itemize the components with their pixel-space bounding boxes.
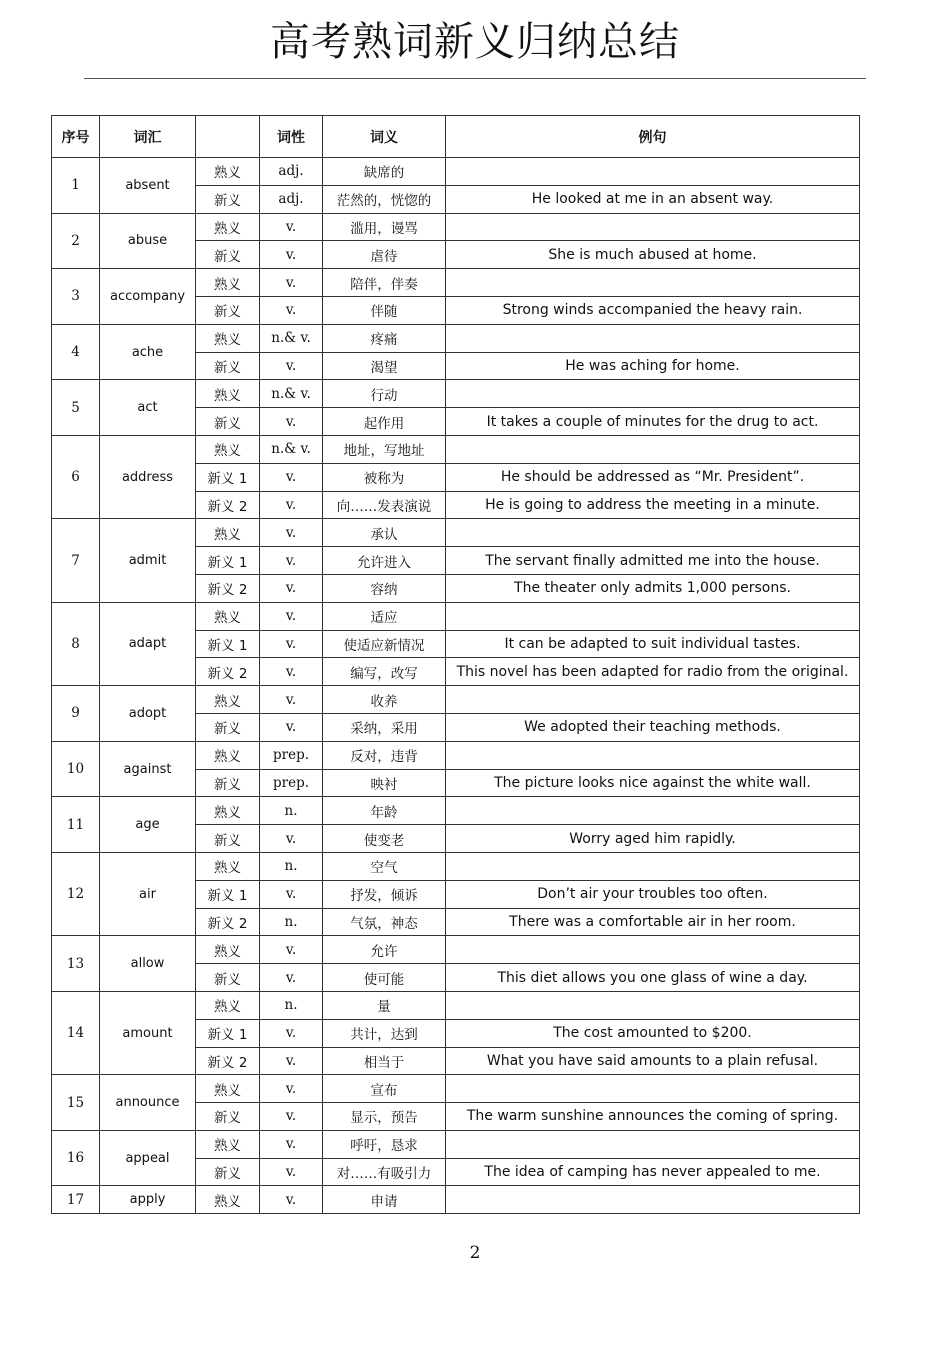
sense-type: 熟义 bbox=[196, 852, 260, 880]
example-sentence bbox=[446, 324, 860, 352]
sense-meaning: 相当于 bbox=[323, 1047, 446, 1075]
entry-number: 1 bbox=[52, 158, 100, 214]
sense-type: 新义 2 bbox=[196, 658, 260, 686]
entry-word: amount bbox=[100, 991, 196, 1074]
table-body bbox=[52, 158, 860, 1214]
sense-meaning: 起作用 bbox=[323, 408, 446, 436]
sense-type: 新义 2 bbox=[196, 1047, 260, 1075]
sense-type: 新义 1 bbox=[196, 1019, 260, 1047]
sense-type: 熟义 bbox=[196, 797, 260, 825]
table-row bbox=[52, 324, 860, 352]
example-sentence bbox=[446, 1075, 860, 1103]
sense-meaning: 允许 bbox=[323, 936, 446, 964]
sense-type: 新义 bbox=[196, 1158, 260, 1186]
sense-meaning: 空气 bbox=[323, 852, 446, 880]
part-of-speech: n.& v. bbox=[260, 435, 323, 463]
table-row bbox=[52, 797, 860, 825]
part-of-speech: v. bbox=[260, 1186, 323, 1214]
example-sentence: This novel has been adapted for radio from the original. bbox=[446, 658, 860, 686]
part-of-speech: n. bbox=[260, 908, 323, 936]
example-sentence: He looked at me in an absent way. bbox=[446, 185, 860, 213]
sense-meaning: 渴望 bbox=[323, 352, 446, 380]
part-of-speech: prep. bbox=[260, 769, 323, 797]
part-of-speech: v. bbox=[260, 936, 323, 964]
page-number: 2 bbox=[469, 1243, 481, 1263]
sense-meaning: 茫然的，恍惚的 bbox=[323, 185, 446, 213]
sense-type: 熟义 bbox=[196, 741, 260, 769]
sense-type: 熟义 bbox=[196, 1075, 260, 1103]
sense-meaning: 使可能 bbox=[323, 964, 446, 992]
example-sentence bbox=[446, 519, 860, 547]
example-sentence: The warm sunshine announces the coming of spring. bbox=[446, 1103, 860, 1131]
part-of-speech: v. bbox=[260, 1075, 323, 1103]
table-row bbox=[52, 602, 860, 630]
part-of-speech: v. bbox=[260, 964, 323, 992]
example-sentence: She is much abused at home. bbox=[446, 241, 860, 269]
example-sentence: It takes a couple of minutes for the drug to act. bbox=[446, 408, 860, 436]
example-sentence bbox=[446, 380, 860, 408]
sense-type: 新义 1 bbox=[196, 547, 260, 575]
example-sentence bbox=[446, 158, 860, 186]
sense-type: 熟义 bbox=[196, 991, 260, 1019]
table-row bbox=[52, 991, 860, 1019]
part-of-speech: v. bbox=[260, 1047, 323, 1075]
sense-meaning: 对……有吸引力 bbox=[323, 1158, 446, 1186]
sense-meaning: 申请 bbox=[323, 1186, 446, 1214]
example-sentence: We adopted their teaching methods. bbox=[446, 713, 860, 741]
part-of-speech: v. bbox=[260, 602, 323, 630]
part-of-speech: v. bbox=[260, 1158, 323, 1186]
sense-meaning: 承认 bbox=[323, 519, 446, 547]
header-pos: 词性 bbox=[260, 116, 323, 158]
part-of-speech: v. bbox=[260, 630, 323, 658]
sense-type: 熟义 bbox=[196, 435, 260, 463]
entry-word: adopt bbox=[100, 686, 196, 742]
sense-type: 新义 bbox=[196, 296, 260, 324]
part-of-speech: v. bbox=[260, 408, 323, 436]
sense-meaning: 呼吁，恳求 bbox=[323, 1130, 446, 1158]
sense-type: 新义 bbox=[196, 825, 260, 853]
sense-meaning: 显示，预告 bbox=[323, 1103, 446, 1131]
sense-meaning: 伴随 bbox=[323, 296, 446, 324]
sense-meaning: 编写，改写 bbox=[323, 658, 446, 686]
header-no: 序号 bbox=[52, 116, 100, 158]
table-row bbox=[52, 741, 860, 769]
table-row bbox=[52, 852, 860, 880]
header-meaning: 词义 bbox=[323, 116, 446, 158]
entry-number: 2 bbox=[52, 213, 100, 269]
table-row bbox=[52, 936, 860, 964]
table-row bbox=[52, 1130, 860, 1158]
example-sentence bbox=[446, 991, 860, 1019]
part-of-speech: n. bbox=[260, 797, 323, 825]
example-sentence: It can be adapted to suit individual tastes. bbox=[446, 630, 860, 658]
sense-type: 新义 bbox=[196, 241, 260, 269]
example-sentence bbox=[446, 936, 860, 964]
entry-number: 13 bbox=[52, 936, 100, 992]
sense-meaning: 被称为 bbox=[323, 463, 446, 491]
entry-number: 14 bbox=[52, 991, 100, 1074]
part-of-speech: v. bbox=[260, 658, 323, 686]
entry-number: 7 bbox=[52, 519, 100, 602]
entry-number: 4 bbox=[52, 324, 100, 380]
sense-type: 熟义 bbox=[196, 158, 260, 186]
header-word: 词汇 bbox=[100, 116, 196, 158]
sense-meaning: 疼痛 bbox=[323, 324, 446, 352]
entry-number: 16 bbox=[52, 1130, 100, 1186]
sense-type: 新义 1 bbox=[196, 630, 260, 658]
entry-word: against bbox=[100, 741, 196, 797]
sense-meaning: 容纳 bbox=[323, 574, 446, 602]
part-of-speech: n. bbox=[260, 852, 323, 880]
example-sentence: He was aching for home. bbox=[446, 352, 860, 380]
example-sentence bbox=[446, 1186, 860, 1214]
sense-type: 熟义 bbox=[196, 269, 260, 297]
sense-meaning: 共计，达到 bbox=[323, 1019, 446, 1047]
sense-meaning: 映衬 bbox=[323, 769, 446, 797]
example-sentence bbox=[446, 602, 860, 630]
example-sentence: He is going to address the meeting in a minute. bbox=[446, 491, 860, 519]
sense-type: 新义 bbox=[196, 352, 260, 380]
table-row bbox=[52, 380, 860, 408]
entry-number: 3 bbox=[52, 269, 100, 325]
sense-meaning: 允许进入 bbox=[323, 547, 446, 575]
part-of-speech: n.& v. bbox=[260, 380, 323, 408]
sense-meaning: 气氛，神态 bbox=[323, 908, 446, 936]
part-of-speech: v. bbox=[260, 241, 323, 269]
part-of-speech: v. bbox=[260, 825, 323, 853]
entry-word: adapt bbox=[100, 602, 196, 685]
entry-word: announce bbox=[100, 1075, 196, 1131]
sense-meaning: 量 bbox=[323, 991, 446, 1019]
sense-meaning: 滥用，谩骂 bbox=[323, 213, 446, 241]
entry-word: abuse bbox=[100, 213, 196, 269]
example-sentence bbox=[446, 852, 860, 880]
part-of-speech: v. bbox=[260, 686, 323, 714]
table-row bbox=[52, 686, 860, 714]
sense-type: 新义 bbox=[196, 408, 260, 436]
example-sentence: The servant finally admitted me into the house. bbox=[446, 547, 860, 575]
sense-meaning: 陪伴，伴奏 bbox=[323, 269, 446, 297]
sense-type: 熟义 bbox=[196, 380, 260, 408]
example-sentence bbox=[446, 269, 860, 297]
sense-meaning: 适应 bbox=[323, 602, 446, 630]
sense-type: 新义 bbox=[196, 769, 260, 797]
header-example: 例句 bbox=[446, 116, 860, 158]
part-of-speech: v. bbox=[260, 1103, 323, 1131]
example-sentence bbox=[446, 1130, 860, 1158]
part-of-speech: v. bbox=[260, 713, 323, 741]
sense-meaning: 抒发，倾诉 bbox=[323, 880, 446, 908]
sense-meaning: 向……发表演说 bbox=[323, 491, 446, 519]
entry-number: 11 bbox=[52, 797, 100, 853]
sense-type: 新义 bbox=[196, 713, 260, 741]
entry-number: 9 bbox=[52, 686, 100, 742]
entry-word: allow bbox=[100, 936, 196, 992]
sense-type: 新义 bbox=[196, 185, 260, 213]
entry-word: absent bbox=[100, 158, 196, 214]
part-of-speech: adj. bbox=[260, 185, 323, 213]
example-sentence: The picture looks nice against the white wall. bbox=[446, 769, 860, 797]
example-sentence: The theater only admits 1,000 persons. bbox=[446, 574, 860, 602]
part-of-speech: n.& v. bbox=[260, 324, 323, 352]
sense-meaning: 地址，写地址 bbox=[323, 435, 446, 463]
sense-type: 新义 bbox=[196, 1103, 260, 1131]
part-of-speech: v. bbox=[260, 1019, 323, 1047]
part-of-speech: v. bbox=[260, 1130, 323, 1158]
part-of-speech: adj. bbox=[260, 158, 323, 186]
table-header-row bbox=[52, 116, 860, 158]
sense-type: 熟义 bbox=[196, 686, 260, 714]
table-row bbox=[52, 1186, 860, 1214]
entry-number: 5 bbox=[52, 380, 100, 436]
sense-type: 熟义 bbox=[196, 1186, 260, 1214]
example-sentence: Don’t air your troubles too often. bbox=[446, 880, 860, 908]
sense-meaning: 年龄 bbox=[323, 797, 446, 825]
table-row bbox=[52, 519, 860, 547]
part-of-speech: v. bbox=[260, 463, 323, 491]
part-of-speech: v. bbox=[260, 547, 323, 575]
part-of-speech: v. bbox=[260, 269, 323, 297]
example-sentence bbox=[446, 797, 860, 825]
entry-word: ache bbox=[100, 324, 196, 380]
sense-type: 熟义 bbox=[196, 1130, 260, 1158]
sense-meaning: 使适应新情况 bbox=[323, 630, 446, 658]
sense-meaning: 收养 bbox=[323, 686, 446, 714]
entry-number: 8 bbox=[52, 602, 100, 685]
header-sense-type bbox=[196, 116, 260, 158]
sense-type: 熟义 bbox=[196, 213, 260, 241]
part-of-speech: n. bbox=[260, 991, 323, 1019]
sense-type: 新义 bbox=[196, 964, 260, 992]
sense-type: 新义 2 bbox=[196, 574, 260, 602]
sense-meaning: 采纳，采用 bbox=[323, 713, 446, 741]
table-row bbox=[52, 213, 860, 241]
sense-meaning: 虐待 bbox=[323, 241, 446, 269]
table-row bbox=[52, 1075, 860, 1103]
table-row bbox=[52, 158, 860, 186]
example-sentence: The idea of camping has never appealed to me. bbox=[446, 1158, 860, 1186]
sense-meaning: 使变老 bbox=[323, 825, 446, 853]
example-sentence bbox=[446, 741, 860, 769]
entry-number: 10 bbox=[52, 741, 100, 797]
sense-type: 新义 2 bbox=[196, 908, 260, 936]
entry-number: 17 bbox=[52, 1186, 100, 1214]
sense-meaning: 行动 bbox=[323, 380, 446, 408]
example-sentence bbox=[446, 213, 860, 241]
page-title: 高考熟词新义归纳总结 bbox=[270, 19, 680, 65]
table-row bbox=[52, 269, 860, 297]
entry-word: air bbox=[100, 852, 196, 935]
example-sentence: Worry aged him rapidly. bbox=[446, 825, 860, 853]
part-of-speech: v. bbox=[260, 296, 323, 324]
example-sentence: The cost amounted to $200. bbox=[446, 1019, 860, 1047]
sense-type: 新义 1 bbox=[196, 880, 260, 908]
title-divider bbox=[84, 78, 866, 79]
part-of-speech: v. bbox=[260, 574, 323, 602]
sense-meaning: 宣布 bbox=[323, 1075, 446, 1103]
sense-type: 熟义 bbox=[196, 936, 260, 964]
sense-meaning: 缺席的 bbox=[323, 158, 446, 186]
sense-type: 熟义 bbox=[196, 519, 260, 547]
entry-number: 6 bbox=[52, 435, 100, 518]
part-of-speech: prep. bbox=[260, 741, 323, 769]
entry-word: age bbox=[100, 797, 196, 853]
sense-type: 新义 1 bbox=[196, 463, 260, 491]
example-sentence bbox=[446, 686, 860, 714]
example-sentence: This diet allows you one glass of wine a day. bbox=[446, 964, 860, 992]
example-sentence: There was a comfortable air in her room. bbox=[446, 908, 860, 936]
part-of-speech: v. bbox=[260, 880, 323, 908]
example-sentence: Strong winds accompanied the heavy rain. bbox=[446, 296, 860, 324]
vocabulary-table bbox=[51, 115, 860, 1214]
example-sentence bbox=[446, 435, 860, 463]
entry-number: 12 bbox=[52, 852, 100, 935]
part-of-speech: v. bbox=[260, 352, 323, 380]
part-of-speech: v. bbox=[260, 491, 323, 519]
example-sentence: What you have said amounts to a plain refusal. bbox=[446, 1047, 860, 1075]
entry-word: address bbox=[100, 435, 196, 518]
entry-word: admit bbox=[100, 519, 196, 602]
part-of-speech: v. bbox=[260, 519, 323, 547]
table-row bbox=[52, 435, 860, 463]
sense-meaning: 反对，违背 bbox=[323, 741, 446, 769]
entry-word: accompany bbox=[100, 269, 196, 325]
example-sentence: He should be addressed as “Mr. President”. bbox=[446, 463, 860, 491]
sense-type: 熟义 bbox=[196, 324, 260, 352]
entry-word: appeal bbox=[100, 1130, 196, 1186]
sense-type: 新义 2 bbox=[196, 491, 260, 519]
entry-number: 15 bbox=[52, 1075, 100, 1131]
entry-word: apply bbox=[100, 1186, 196, 1214]
entry-word: act bbox=[100, 380, 196, 436]
sense-type: 熟义 bbox=[196, 602, 260, 630]
part-of-speech: v. bbox=[260, 213, 323, 241]
